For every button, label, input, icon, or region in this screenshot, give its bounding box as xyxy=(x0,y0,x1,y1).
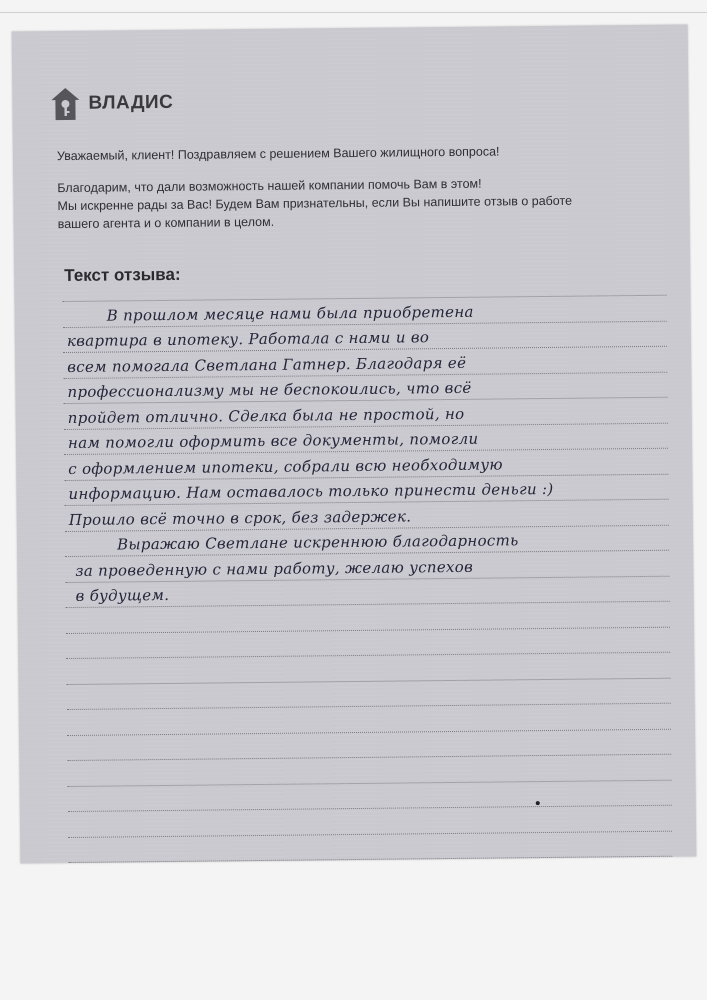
thanks-line: вашего агента и о компании в целом. xyxy=(57,214,275,232)
house-key-icon xyxy=(50,87,80,121)
greeting-text: Уважаемый, клиент! Поздравляем с решением Вашего жилищного вопроса! xyxy=(56,144,500,164)
handwritten-line: квартира в ипотеку. Работала с нами и во xyxy=(66,328,430,351)
handwritten-line: профессионализму мы не беспокоились, что всё xyxy=(67,378,472,401)
ruled-line xyxy=(68,830,672,837)
handwritten-line: с оформлением ипотеки, собрали всю необходимую xyxy=(68,454,503,478)
ruled-line xyxy=(66,626,670,633)
handwritten-line: в будущем. xyxy=(75,585,170,605)
handwritten-line: пройдет отлично. Сделка была не простой, но xyxy=(67,404,465,427)
handwritten-line: В прошлом месяце нами была приобретена xyxy=(106,302,474,325)
review-form-sheet xyxy=(12,24,697,863)
handwritten-line: информацию. Нам оставалось только принести деньги :) xyxy=(68,479,554,503)
ruled-line xyxy=(68,805,672,812)
thanks-line: Благодарим, что дали возможность нашей компании помочь Вам в этом! xyxy=(57,176,482,196)
ruled-line xyxy=(67,754,671,761)
handwritten-line: Выражаю Светлане искреннюю благодарность xyxy=(116,531,519,554)
scan-top-rule xyxy=(0,12,707,13)
handwritten-line: нам помогли оформить все документы, помогли xyxy=(67,429,479,452)
ruled-lines xyxy=(12,24,688,31)
brand-logo xyxy=(50,86,173,121)
ruled-line xyxy=(62,295,666,302)
review-title: Текст отзыва: xyxy=(64,264,181,286)
ink-dot xyxy=(536,801,540,805)
thanks-line: Мы искренне рады за Вас! Будем Вам признательны, если Вы напишите отзыв о работе xyxy=(57,193,573,214)
handwritten-line: всем помогала Светлана Гатнер. Благодаря её xyxy=(67,353,467,376)
ruled-line xyxy=(67,728,671,735)
thanks-paragraph xyxy=(57,173,658,233)
brand-name: ВЛАДИС xyxy=(88,91,174,114)
ruled-line xyxy=(66,652,670,659)
ruled-line xyxy=(68,856,672,863)
handwritten-line: за проведенную с нами работу, желаю успехов xyxy=(75,557,474,580)
ruled-line xyxy=(68,779,672,786)
ruled-line xyxy=(67,703,671,710)
ruled-line xyxy=(66,677,670,684)
handwritten-line: Прошло всё точно в срок, без задержек. xyxy=(68,506,412,529)
